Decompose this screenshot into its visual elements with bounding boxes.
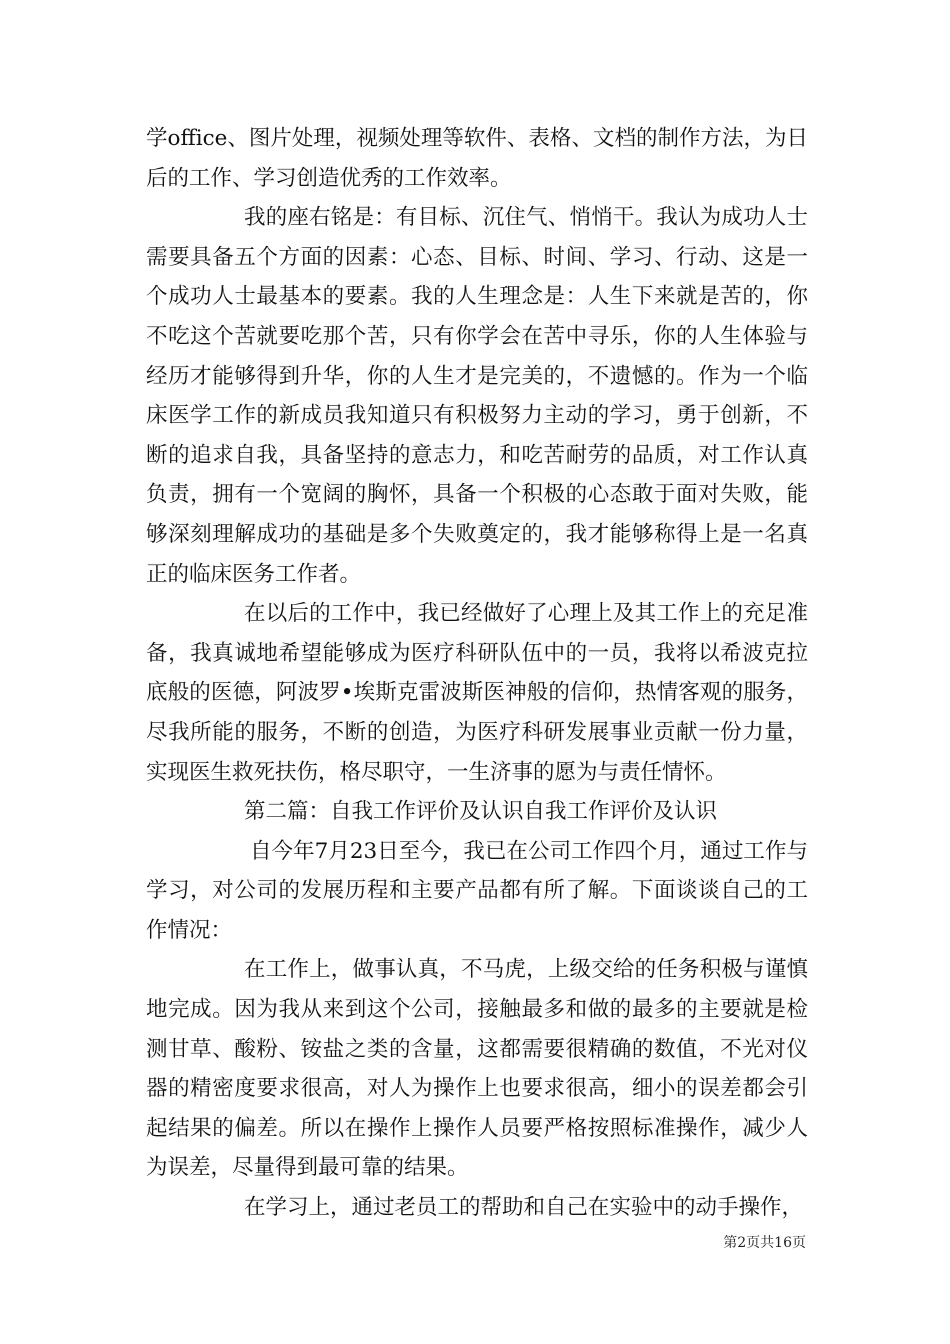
- paragraph-3: 在以后的工作中，我已经做好了心理上及其工作上的充足准备，我真诚地希望能够成为医疗科研队伍中的一员，我将以希波克拉底般的医德，阿波罗•埃斯克雷波斯医神般的信仰，热情客观的服务，尽我所能的服务，不断的创造，为医疗科研发展事业贡献一份力量，实现医生救死扶伤，格尽职守，一生济事的愿为与责任情怀。: [146, 601, 808, 785]
- body-text: [146, 119, 808, 1228]
- paragraph-4: 自今年7月23日至今，我已在公司工作四个月，通过工作与学习，对公司的发展历程和主要产品都有所了解。下面谈谈自己的工作情况：: [146, 838, 808, 943]
- paragraph-1: 学office、图片处理，视频处理等软件、表格、文档的制作方法，为日后的工作、学习创造优秀的工作效率。: [146, 126, 808, 191]
- page-number-footer: 第2页共16页: [723, 1235, 806, 1251]
- paragraph-5: 在工作上，做事认真，不马虎，上级交给的任务积极与谨慎地完成。因为我从来到这个公司，接触最多和做的最多的主要就是检测甘草、酸粉、铵盐之类的含量，这都需要很精确的数值，不光对仪器的精密度要求很高，对人为操作上也要求很高，细小的误差都会引起结果的偏差。所以在操作上操作人员要严格按照标准操作，减少人为误差，尽量得到最可靠的结果。: [146, 957, 808, 1181]
- paragraph-2: 我的座右铭是：有目标、沉住气、悄悄干。我认为成功人士需要具备五个方面的因素：心态、目标、时间、学习、行动、这是一个成功人士最基本的要素。我的人生理念是：人生下来就是苦的，你不吃这个苦就要吃那个苦，只有你学会在苦中寻乐，你的人生体验与经历才能够得到升华，你的人生才是完美的，不遗憾的。作为一个临床医学工作的新成员我知道只有积极努力主动的学习，勇于创新，不断的追求自我，具备坚持的意志力，和吃苦耐劳的品质，对工作认真负责，拥有一个宽阔的胸怀，具备一个积极的心态敢于面对失败，能够深刻理解成功的基础是多个失败奠定的，我才能够称得上是一名真正的临床医务工作者。: [146, 205, 808, 587]
- paragraph-6: 在学习上，通过老员工的帮助和自己在实验中的动手操作，: [244, 1195, 804, 1221]
- section-heading: 第二篇：自我工作评价及认识自我工作评价及认识: [244, 799, 718, 825]
